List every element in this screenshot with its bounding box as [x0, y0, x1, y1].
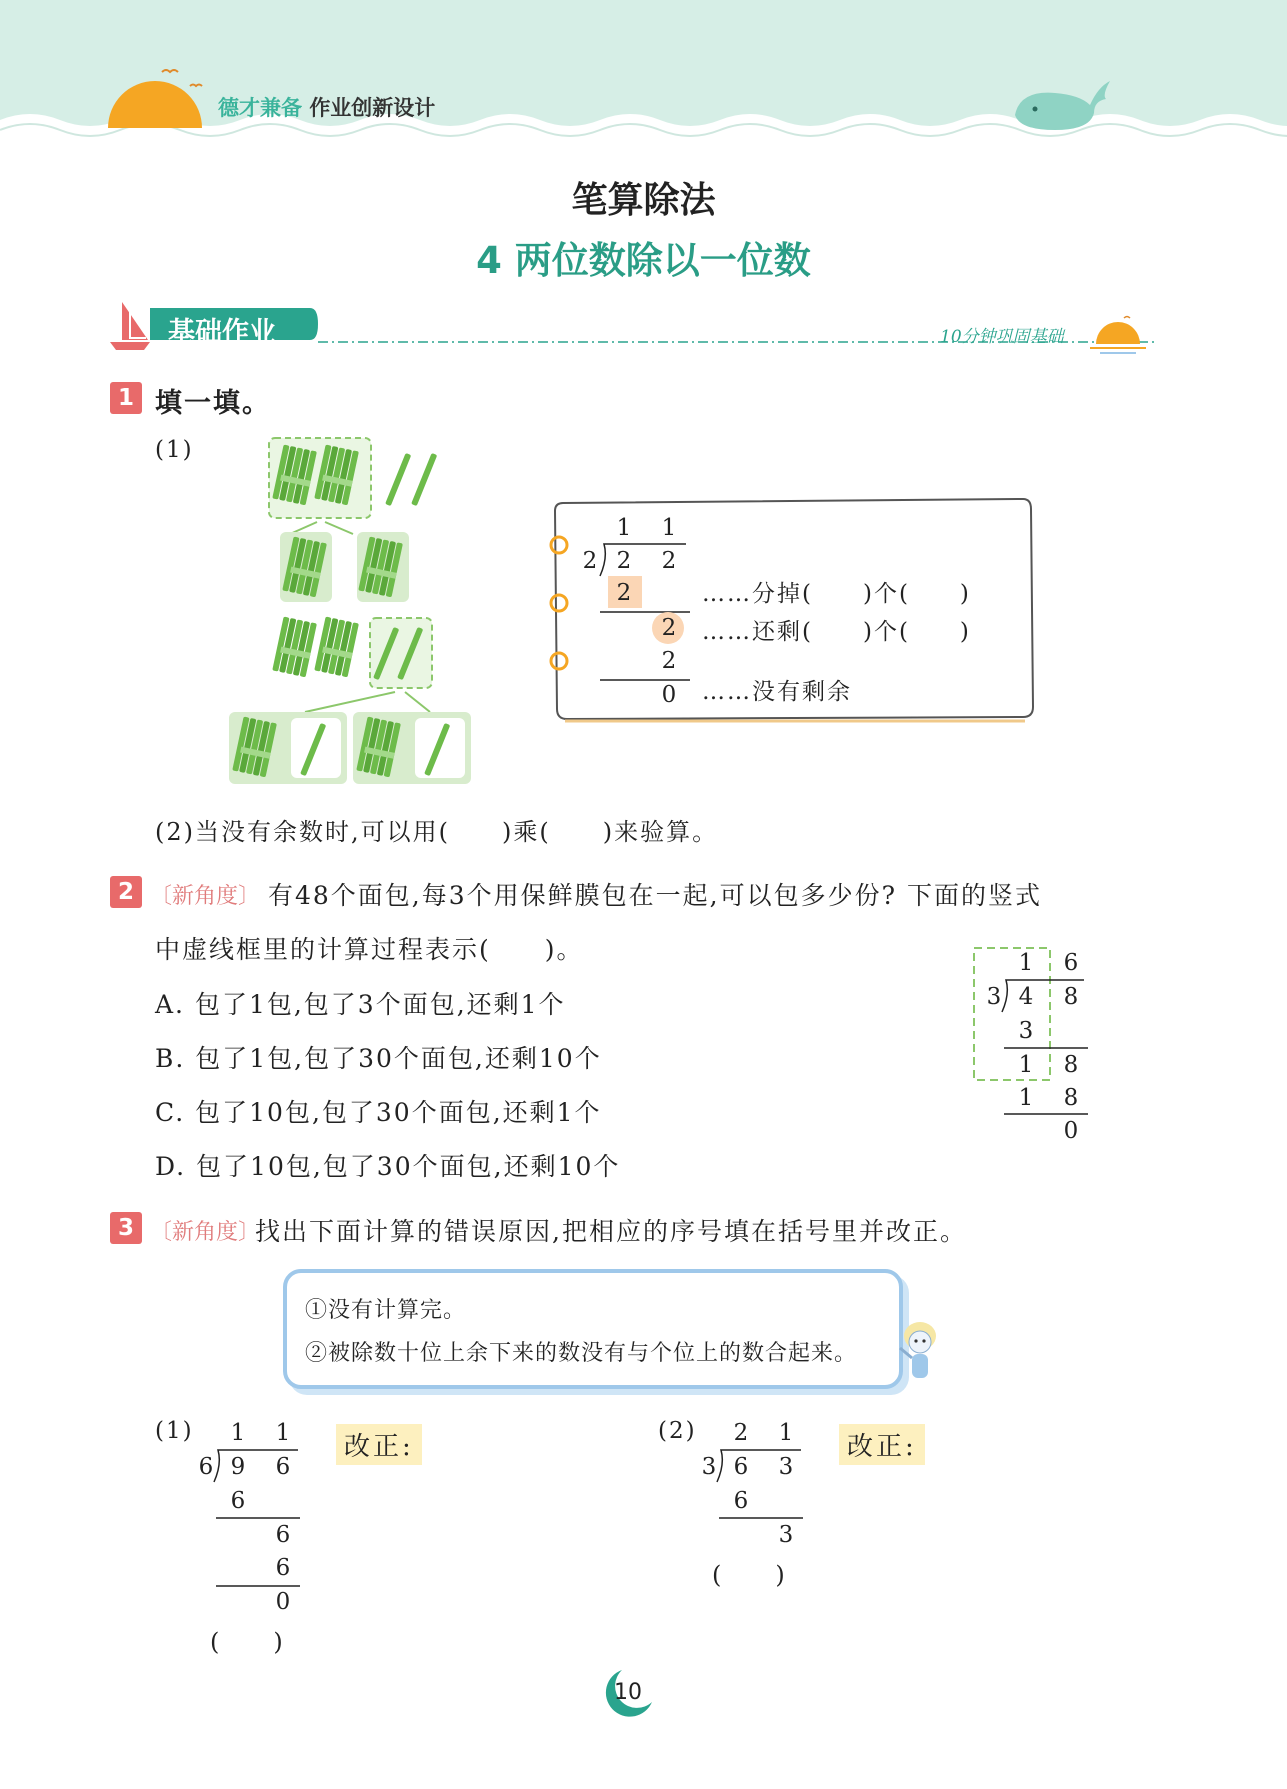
q1-rule-1 — [600, 610, 690, 614]
q2-option-a: A. 包了1包,包了3个面包,还剩1个 — [155, 990, 566, 1019]
q3-calc1-step3: 6 — [275, 1555, 291, 1581]
q1-step3: 2 — [661, 648, 677, 674]
q1-note-divided: ……分掉( )个( ) — [702, 581, 971, 607]
q1-quotient-ones: 1 — [661, 515, 677, 541]
q1-note-none: ……没有剩余 — [702, 679, 852, 705]
q1-part2: (2)当没有余数时,可以用( )乘( )来验算。 — [155, 818, 719, 846]
sun-icon — [100, 60, 210, 130]
q2-step2-tens: 1 — [1018, 1052, 1034, 1078]
q2-rule-2 — [1004, 1112, 1088, 1116]
q3-calc2-quotient-tens: 2 — [733, 1420, 749, 1446]
q3-tip-2: ②被除数十位上余下来的数没有与个位上的数合起来。 — [305, 1341, 858, 1366]
q3-calc1-remainder: 0 — [275, 1589, 291, 1615]
q3-calc1-quotient-ones: 1 — [275, 1420, 291, 1446]
q2-option-d: D. 包了10包,包了30个面包,还剩10个 — [155, 1152, 621, 1181]
q3-calc2-dividend-ones: 3 — [778, 1454, 794, 1480]
q1-divisor: 2 — [582, 548, 598, 574]
q3-calc2-quotient-ones: 1 — [778, 1420, 794, 1446]
q3-number: 3 — [110, 1212, 142, 1244]
q2-quotient-tens: 1 — [1018, 950, 1034, 976]
q1-number: 1 — [110, 382, 142, 414]
brand-colored: 德才兼备 — [218, 96, 302, 120]
q2-tag: 〔新角度〕 — [150, 884, 261, 909]
q3-calc1-label: (1) — [155, 1418, 194, 1444]
section-note: 10分钟巩固基础 — [940, 327, 1064, 347]
q2-dashed-box — [972, 946, 1052, 1082]
q2-number: 2 — [110, 876, 142, 908]
q2-option-b: B. 包了1包,包了30个面包,还剩10个 — [155, 1044, 602, 1073]
q3-calc2-remainder: 3 — [778, 1522, 794, 1548]
q2-dividend-tens: 4 — [1018, 984, 1034, 1010]
q3-calc1-divisor: 6 — [198, 1454, 214, 1480]
q2-remainder: 0 — [1063, 1118, 1079, 1144]
q1-text: 填一填。 — [155, 388, 271, 419]
q2-step3-tens: 1 — [1018, 1085, 1034, 1111]
q3-calc2-divisor: 3 — [701, 1454, 717, 1480]
q1-step1: 2 — [616, 580, 632, 606]
q2-step2-ones: 8 — [1063, 1052, 1079, 1078]
q2-text-line2: 中虚线框里的计算过程表示( )。 — [155, 935, 584, 964]
q1-remainder: 0 — [661, 682, 677, 708]
q3-tip-box — [283, 1269, 903, 1389]
q3-calc1-step2: 6 — [275, 1522, 291, 1548]
q2-dividend-ones: 8 — [1063, 984, 1079, 1010]
q1-part1-label: (1) — [155, 437, 194, 463]
chapter-title: 笔算除法 — [571, 180, 716, 221]
q3-calc2-fix-label: 改正: — [839, 1424, 925, 1465]
q1-quotient-tens: 1 — [616, 515, 632, 541]
q3-calc1-rule-1 — [216, 1516, 300, 1520]
q2-step3-ones: 8 — [1063, 1085, 1079, 1111]
q1-dividend-ones: 2 — [661, 548, 677, 574]
q3-calc1-rule-2 — [216, 1584, 300, 1588]
section-label: 基础作业 — [168, 317, 276, 348]
page-number: 10 — [614, 1680, 642, 1705]
q2-step1: 3 — [1018, 1018, 1034, 1044]
brand-text — [218, 92, 435, 122]
q3-calc1-quotient-tens: 1 — [230, 1420, 246, 1446]
sunset-icon — [1090, 312, 1150, 356]
q1-step2: 2 — [661, 615, 677, 641]
q1-dividend-tens: 2 — [616, 548, 632, 574]
q3-tag: 〔新角度〕 — [150, 1220, 261, 1245]
q2-text-line1: 有48个面包,每3个用保鲜膜包在一起,可以包多少份? 下面的竖式 — [268, 881, 1042, 910]
q3-tip-1: ①没有计算完。 — [305, 1298, 467, 1323]
q3-calc2-rule-1 — [719, 1516, 803, 1520]
q3-text: 找出下面计算的错误原因,把相应的序号填在括号里并改正。 — [255, 1217, 967, 1246]
q3-calc2-label: (2) — [658, 1418, 697, 1444]
q3-calc1-answer: ( ) — [210, 1628, 285, 1656]
q3-calc1-dividend-ones: 6 — [275, 1454, 291, 1480]
q2-divisor: 3 — [986, 984, 1002, 1010]
q3-calc1-step1: 6 — [230, 1488, 246, 1514]
lesson-title: 4 两位数除以一位数 — [476, 239, 811, 282]
q2-option-c: C. 包了10包,包了30个面包,还剩1个 — [155, 1098, 602, 1127]
q1-note-left: ……还剩( )个( ) — [702, 619, 971, 645]
mascot-icon — [890, 1318, 950, 1388]
q3-calc2-dividend-tens: 6 — [733, 1454, 749, 1480]
bamboo-stick-illustration — [225, 430, 475, 790]
q3-calc1-fix-label: 改正: — [336, 1424, 422, 1465]
whale-icon — [1010, 75, 1115, 135]
q2-rule-1 — [1004, 1046, 1088, 1050]
brand-dark: 作业创新设计 — [309, 96, 436, 120]
q2-quotient-ones: 6 — [1063, 950, 1079, 976]
q3-calc1-dividend-tens: 9 — [230, 1454, 246, 1480]
q3-calc2-answer: ( ) — [712, 1561, 787, 1589]
q3-calc2-step1: 6 — [733, 1488, 749, 1514]
